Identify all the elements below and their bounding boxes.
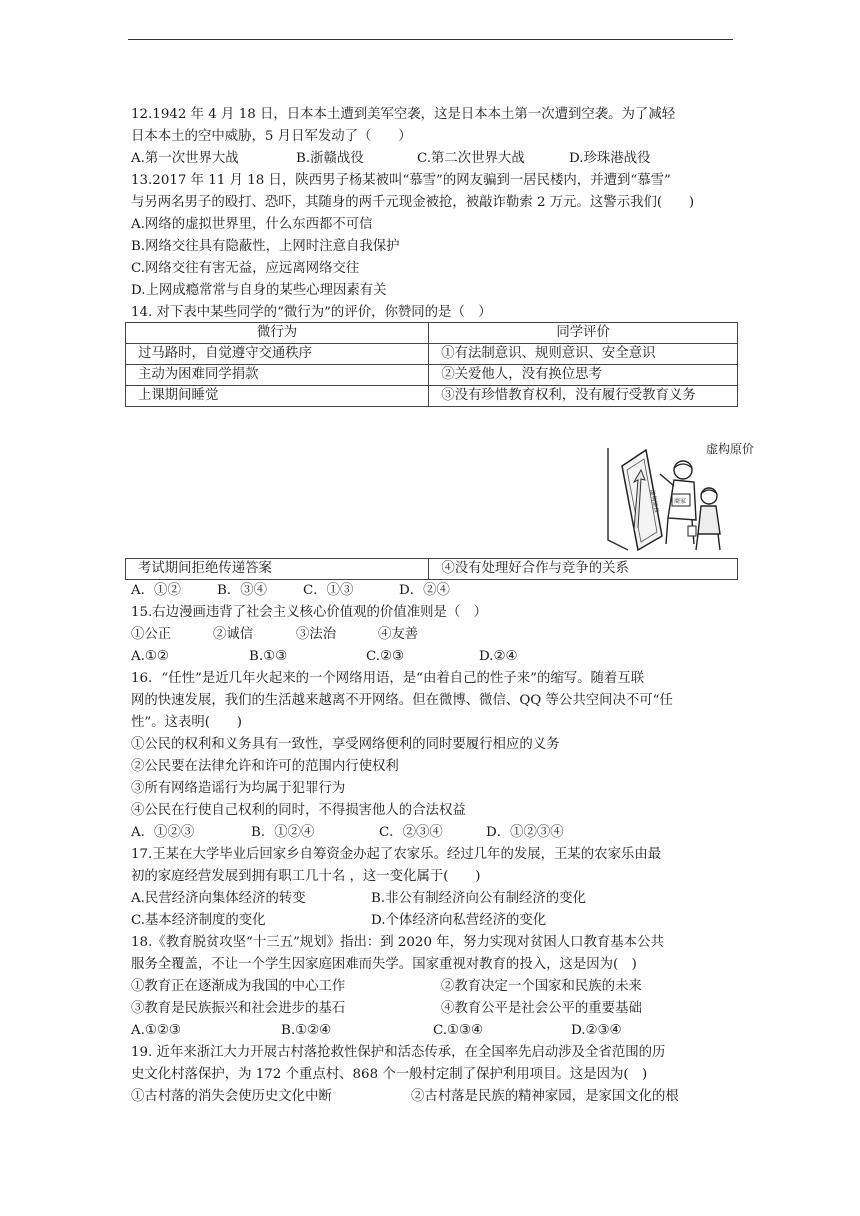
q13-option-c: C.网络交往有害无益，应远离网络交往 [131,261,360,276]
q16-option-c: C．②③④ [379,825,443,840]
q17-option-b: B.非公有制经济向公有制经济的变化 [371,891,586,906]
q14-option-c: C．①③ [303,583,354,598]
q16-item-3: ③所有网络造谣行为均属于犯罪行为 [131,781,346,796]
q15-item-2: ②诚信 [213,627,254,642]
q19-item-2: ②古村落是民族的精神家园，是家国文化的根 [411,1089,679,1104]
q18-items-row-2 [131,998,642,1020]
q16-item-1: ①公民的权利和义务具有一致性，享受网络便利的同时要履行相应的义务 [131,737,560,752]
q14-cell-behavior-3: 上课期间睡觉 [126,386,429,407]
q18-item-2: ②教育决定一个国家和民族的未来 [441,979,642,994]
q14-table [125,322,738,407]
q12-option-c: C.第二次世界大战 [417,151,525,166]
q15-items [131,624,419,646]
q13-line-2: 与另两名男子的殴打、恐吓，其随身的两千元现金被抢，被敲诈勒索 2 万元。这警示我们( ) [131,195,695,210]
q12-option-a: A.第一次世界大战 [131,151,239,166]
q14-option-a: A．①② [131,583,181,598]
q15-item-4: ④友善 [378,627,419,642]
q16-option-a: A．①②③ [131,825,195,840]
q17-options-row-1 [131,888,586,910]
q14-cell-evaluation-4: ④没有处理好合作与竞争的关系 [429,559,738,580]
q14-cell-behavior-2: 主动为困难同学捐款 [126,365,429,386]
q12-option-d: D.珍珠港战役 [569,151,651,166]
table-row [126,365,738,386]
q14-option-b: B．③④ [217,583,268,598]
q17-options-row-2 [131,910,547,932]
q19-items [131,1086,679,1108]
q15-stem: 15.右边漫画违背了社会主义核心价值观的价值准则是（ ） [131,605,488,620]
q12-line-2: 日本本土的空中威胁，5 月日军发动了（ ） [131,129,412,144]
q15-option-a: A.①② [131,649,169,664]
q14-cell-evaluation-2: ②关爱他人，没有换位思考 [429,365,738,386]
q16-item-2: ②公民要在法律允许和许可的范围内行使权利 [131,759,399,774]
q15-options [131,646,518,668]
q19-line-2: 史文化村落保护，为 172 个重点村、868 个一般村定制了保护利用项目。这是因为( ) [131,1067,648,1082]
q16-line-2: 网的快速发展，我们的生活越来越离不开网络。但在微博、微信、QQ 等公共空间决不可“任 [131,693,673,708]
q18-options [131,1020,622,1042]
q14-header-behavior: 微行为 [126,323,429,344]
q18-line-2: 服务全覆盖，不让一个学生因家庭困难而失学。国家重视对教育的投入，这是因为( ) [131,957,637,972]
q18-option-c: C.①③④ [433,1023,484,1038]
q15-option-d: D.②④ [479,649,518,664]
q14-stem: 14. 对下表中某些同学的“微行为”的评价，你赞同的是（ ） [131,305,492,320]
q17-option-c: C.基本经济制度的变化 [131,913,266,928]
q14-cell-evaluation-3: ③没有珍惜教育权利，没有履行受教育义务 [429,386,738,407]
q15-option-b: B.①③ [249,649,288,664]
q14-options [131,580,450,602]
q18-line-1: 18.《教育脱贫攻坚“十三五”规划》指出：到 2020 年，努力实现对贫困人口教育基本公共 [131,935,664,950]
table-row [126,344,738,365]
q12-options [131,148,651,170]
q15-option-c: C.②③ [366,649,405,664]
q12-line-1: 12.1942 年 4 月 18 日，日本本土遭到美军空袭，这是日本本土第一次遭到空袭。为了减轻 [131,107,676,122]
q14-cell-behavior-4: 考试期间拒绝传递答案 [126,559,429,580]
q18-item-4: ④教育公平是社会公平的重要基础 [441,1001,642,1016]
q13-option-d: D.上网成瘾常常与自身的某些心理因素有关 [131,283,387,298]
q14-table-header [126,323,738,344]
q19-line-1: 19. 近年来浙江大力开展古村落抢救性保护和活态传承，在全国率先启动涉及全省范围的历 [131,1045,666,1060]
q17-line-1: 17.王某在大学毕业后回家乡自筹资金办起了农家乐。经过几年的发展，王某的农家乐由最 [131,847,662,862]
cartoon-board-text: 虚构原价 [648,488,660,514]
table-row [126,386,738,407]
table-row [126,559,738,580]
q19-item-1: ①古村落的消失会使历史文化中断 [131,1089,332,1104]
q14-header-evaluation: 同学评价 [429,323,738,344]
q16-line-1: 16．“任性”是近几年火起来的一个网络用语，是“由着自己的性子来”的缩写。随着互联 [131,671,645,686]
q16-option-b: B．①②④ [251,825,315,840]
q18-option-b: B.①②④ [281,1023,332,1038]
q16-options [131,822,564,844]
q14-cell-behavior-1: 过马路时，自觉遵守交通秩序 [126,344,429,365]
q12-option-b: B.浙赣战役 [296,151,364,166]
q16-item-4: ④公民在行使自己权利的同时，不得损害他人的合法权益 [131,803,466,818]
q17-option-a: A.民营经济向集体经济的转变 [131,891,306,906]
q18-item-3: ③教育是民族振兴和社会进步的基石 [131,1001,346,1016]
q16-line-3: 性”。这表明( ) [131,715,243,730]
q17-option-d: D.个体经济向私营经济的变化 [371,913,547,928]
q13-option-b: B.网络交往具有隐蔽性，上网时注意自我保护 [131,239,400,254]
q18-option-a: A.①②③ [131,1023,181,1038]
q18-item-1: ①教育正在逐渐成为我国的中心工作 [131,979,346,994]
cartoon-sign-text: 商家 [674,498,687,505]
header-rule [128,39,733,40]
q15-item-3: ③法治 [296,627,337,642]
q14-table-continued [125,558,738,580]
q13-line-1: 13.2017 年 11 月 18 日，陕西男子杨某被叫“慕雪”的网友骗到一居民楼内，并遭到“慕雪” [131,173,671,188]
q13-option-a: A.网络的虚拟世界里，什么东西都不可信 [131,217,373,232]
cartoon-image [604,440,760,556]
q15-item-1: ①公正 [131,627,172,642]
q16-option-d: D．①②③④ [486,825,564,840]
q17-line-2: 初的家庭经营发展到拥有职工几十名 ，这一变化属于( ) [131,869,481,884]
q18-items-row-1 [131,976,642,998]
q14-option-d: D．②④ [399,583,450,598]
q14-cell-evaluation-1: ①有法制意识、规则意识、安全意识 [429,344,738,365]
cartoon-caption: 虚构原价 [706,442,755,456]
q18-option-d: D.②③④ [571,1023,622,1038]
